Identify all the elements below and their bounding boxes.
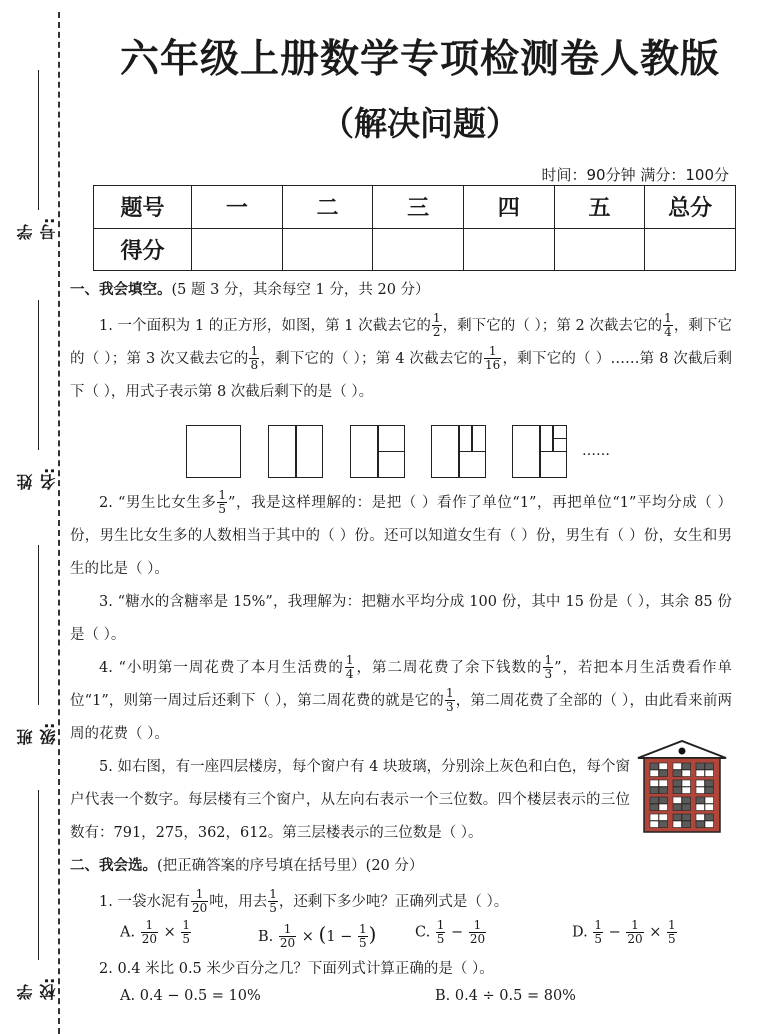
window-pane: [659, 804, 668, 811]
choice-label: A.: [120, 924, 136, 940]
choice-c[interactable]: [415, 919, 487, 946]
q-text: ，第二周花费了余下钱数的: [355, 659, 543, 676]
window-pane: [659, 763, 668, 770]
q-text: 5. 如右图，有一座四层楼房，每个窗户有 4 块玻璃，分别涂上灰色和白色，每个窗户代表一个数字。每层楼有三个窗户，从左向右表示一个三位数。四个楼层表示的三位数有：791，275，362，612。第三层楼表示的三位数是（ ）。: [70, 758, 630, 841]
score-value-row: [94, 228, 736, 271]
fraction-numerator: 1: [345, 653, 354, 668]
fraction-denominator: 5: [358, 936, 367, 950]
minus-sign: −: [608, 924, 621, 940]
section-1-heading: [70, 280, 732, 302]
fraction: [445, 687, 455, 714]
window-pane: [705, 763, 714, 770]
window-pane: [682, 763, 691, 770]
window-pane: [659, 814, 668, 821]
score-cell[interactable]: [554, 228, 645, 271]
window-pane: [705, 780, 714, 787]
fraction-numerator: 1: [279, 923, 296, 937]
fraction-numerator: 1: [250, 344, 259, 359]
question-1-3: [70, 586, 732, 652]
window-pane: [696, 763, 705, 770]
fraction-numerator: 1: [358, 922, 367, 936]
score-header-cell: 总分: [645, 186, 736, 229]
one: 1: [326, 928, 336, 945]
window-pane: [696, 797, 705, 804]
q-text: ，剩下它的（ ）；第 2 次截去它的: [442, 317, 663, 334]
score-header-cell: 四: [463, 186, 554, 229]
window-pane: [650, 804, 659, 811]
fraction: [543, 654, 553, 681]
question-2-2: [70, 953, 732, 986]
window-pane: [673, 780, 682, 787]
window-pane: [673, 770, 682, 777]
square-step-0: [186, 425, 241, 478]
fraction-numerator: 1: [484, 345, 501, 359]
fraction-denominator: 5: [182, 931, 190, 946]
q-text: ”，我是这样理解的：是把（ ）看作了单位“1”，再把单位“1”平均分成（ ）份，男生比女生多的人数相当于其中的（ ）份。还可以知道女生有（ ）份，男生有（ ）份，女生和男生的比是（ ）。: [70, 494, 733, 577]
square-step-3: [431, 425, 486, 478]
score-cell[interactable]: [282, 228, 373, 271]
window-pane: [682, 804, 691, 811]
name-field: [14, 300, 58, 490]
q-text: ，剩下它的（ ）；第 4 次截去它的: [260, 350, 484, 367]
right-paren: ): [368, 921, 377, 946]
q-text: ，还剩下多少吨？正确列式是（ ）。: [278, 893, 509, 910]
section-2-heading: [70, 856, 732, 878]
square-step-2: [350, 425, 405, 478]
window-pane: [650, 821, 659, 828]
fraction: [191, 888, 208, 915]
q-text: 1. 一袋水泥有: [99, 893, 190, 910]
window-pane: [673, 804, 682, 811]
window-pane: [696, 780, 705, 787]
window-pane: [682, 780, 691, 787]
score-header-cell: 一: [192, 186, 283, 229]
fraction-denominator: 5: [594, 931, 602, 946]
fraction-numerator: 1: [141, 919, 158, 933]
question-1-5: [70, 751, 630, 850]
fraction-denominator: 5: [269, 901, 277, 915]
window-pane: [705, 787, 714, 794]
fraction: [484, 345, 501, 372]
fraction: [667, 919, 677, 946]
times-sign: ×: [649, 924, 662, 940]
student-id-field: [14, 70, 58, 240]
fraction-denominator: 5: [218, 502, 227, 517]
q-text: 1. 一个面积为 1 的正方形，如图，第 1 次截去它的: [99, 317, 431, 334]
class-field: [14, 545, 58, 745]
roof-dot: [679, 748, 686, 755]
window-pane: [682, 814, 691, 821]
section-1-title: 一、我会填空。: [70, 282, 172, 298]
fraction-denominator: 3: [445, 700, 454, 715]
window-pane: [696, 804, 705, 811]
student-id-blank[interactable]: [38, 70, 39, 210]
section-2-title: 二、我会选。: [70, 857, 157, 874]
fraction-numerator: 1: [432, 311, 441, 326]
fraction-denominator: 5: [668, 931, 676, 946]
section-2-note: (把正确答案的序号填在括号里）(20 分）: [157, 857, 424, 874]
choice-b[interactable]: [258, 919, 376, 951]
window-pane: [650, 797, 659, 804]
school-label: 学校:: [16, 977, 58, 1000]
minus-sign: −: [340, 928, 353, 945]
window-pane: [696, 814, 705, 821]
fraction-numerator: 1: [544, 653, 553, 668]
fraction-denominator: 4: [345, 667, 354, 682]
window-pane: [705, 821, 714, 828]
fraction-numerator: 1: [182, 917, 190, 932]
score-cell[interactable]: [645, 228, 736, 271]
page-title: 六年级上册数学专项检测卷人教版: [119, 37, 720, 82]
window-pane: [659, 821, 668, 828]
score-cell[interactable]: [192, 228, 283, 271]
q-text: 3. “糖水的含糖率是 15%”，我理解为：把糖水平均分成 100 份，其中 15 份是（ ），其余 85 份是（ ）。: [70, 593, 732, 643]
fraction-numerator: 1: [269, 887, 277, 901]
fraction-denominator: 5: [436, 931, 445, 946]
window-pane: [705, 770, 714, 777]
times-sign: ×: [301, 928, 314, 945]
window-pane: [673, 787, 682, 794]
window-pane: [659, 797, 668, 804]
window-pane: [650, 787, 659, 794]
page-subtitle: （解决问题）: [321, 104, 519, 143]
score-cell[interactable]: [463, 228, 554, 271]
fraction: [217, 489, 227, 516]
name-label: 姓名:: [16, 467, 58, 490]
fraction: [626, 919, 643, 946]
left-paren: (: [318, 921, 327, 946]
window-pane: [650, 814, 659, 821]
school-field: [14, 790, 58, 1000]
window-pane: [659, 787, 668, 794]
fraction-numerator: 1: [191, 888, 208, 902]
window-pane: [682, 787, 691, 794]
fraction: [432, 312, 442, 339]
square-diagram: [70, 415, 732, 485]
window-pane: [682, 770, 691, 777]
q-text: ，第二周花费了全部的（ ），由此看来前两周的花费（ ）。: [70, 692, 732, 742]
score-header-cell: 三: [373, 186, 464, 229]
fraction-numerator: 1: [469, 919, 486, 933]
fraction: [663, 312, 673, 339]
window-pane: [696, 787, 705, 794]
class-blank[interactable]: [38, 545, 39, 705]
times-sign: ×: [163, 924, 176, 940]
window-pane: [650, 763, 659, 770]
fraction: [141, 919, 158, 946]
fraction-denominator: 8: [250, 358, 259, 373]
square-step-4: [512, 425, 567, 478]
window-pane: [673, 814, 682, 821]
window-pane: [705, 814, 714, 821]
window-pane: [696, 821, 705, 828]
fraction-denominator: 16: [485, 358, 501, 373]
choice-row-2-1: [70, 919, 732, 953]
binding-dashed-line: [58, 12, 60, 1034]
question-content: [70, 280, 732, 1014]
window-pane: [650, 770, 659, 777]
score-header-cell: 二: [282, 186, 373, 229]
time-info: 时间：90分钟 满分：100分: [541, 166, 729, 184]
score-row-label: 得分: [94, 228, 192, 271]
window-pane: [682, 821, 691, 828]
window-pane: [682, 797, 691, 804]
fraction-numerator: 1: [218, 488, 227, 503]
fraction: [436, 919, 446, 946]
fraction-denominator: 2: [432, 325, 441, 340]
fraction-denominator: 20: [627, 931, 643, 946]
window-pane: [659, 770, 668, 777]
choice-row-2-2: [70, 986, 732, 1014]
class-label: 班级:: [16, 722, 58, 745]
fraction: [593, 919, 603, 946]
fraction: [249, 345, 259, 372]
fraction: [469, 919, 486, 946]
fraction-denominator: 20: [141, 931, 157, 946]
q-text: 2. “男生比女生多: [99, 494, 217, 511]
fraction-numerator: 1: [436, 917, 445, 932]
window-pane: [673, 821, 682, 828]
fraction-denominator: 4: [664, 325, 672, 340]
window-pane: [673, 797, 682, 804]
building-illustration: [636, 740, 728, 834]
question-1-4: [70, 652, 732, 751]
window-pane: [705, 804, 714, 811]
choice-label: B.: [258, 928, 274, 945]
fraction-numerator: 1: [594, 917, 602, 932]
fraction-numerator: 1: [445, 686, 454, 701]
fraction-numerator: 1: [664, 311, 672, 326]
minus-sign: −: [451, 924, 464, 940]
question-2-1: [70, 886, 732, 919]
school-blank[interactable]: [38, 790, 39, 960]
question-1-1: [70, 310, 732, 409]
fraction: [358, 923, 368, 950]
score-table: [93, 185, 736, 271]
choice-b[interactable]: B. 0.4 ÷ 0.5 = 80%: [435, 987, 576, 1004]
fraction-numerator: 1: [668, 917, 676, 932]
score-header-row: [94, 186, 736, 229]
score-header-cell: 题号: [94, 186, 192, 229]
window-pane: [705, 797, 714, 804]
fraction-denominator: 3: [544, 667, 553, 682]
choice-a[interactable]: A. 0.4 − 0.5 = 10%: [120, 987, 261, 1004]
score-cell[interactable]: [373, 228, 464, 271]
fraction: [181, 919, 191, 946]
fraction: [268, 888, 278, 915]
window-pane: [673, 763, 682, 770]
window-pane: [659, 780, 668, 787]
fraction-denominator: 20: [191, 901, 208, 915]
choice-label: D.: [572, 924, 588, 940]
q-text: 吨，用去: [209, 893, 268, 910]
score-header-cell: 五: [554, 186, 645, 229]
ellipsis: ……: [582, 442, 610, 459]
name-blank[interactable]: [38, 300, 39, 450]
square-step-1: [268, 425, 323, 478]
choice-a[interactable]: [120, 919, 192, 946]
question-1-2: [70, 487, 732, 586]
choice-d[interactable]: [572, 919, 678, 946]
fraction-denominator: 20: [279, 936, 296, 950]
fraction: [345, 654, 355, 681]
choice-label: C.: [415, 924, 431, 940]
window-pane: [696, 770, 705, 777]
window-pane: [650, 780, 659, 787]
q-text: ”，若把本月生活费看作单位“1”，则第一周过后还剩下（ ），第二周花费的就是它的: [70, 659, 733, 709]
q-text: 4. “小明第一周花费了本月生活费的: [99, 659, 344, 676]
q-text: ，剩下它的（ ）……第 8 次截后剩下（ ），用式子表示第 8 次截后剩下的是（ ）。: [70, 350, 732, 400]
fraction: [279, 923, 296, 950]
fraction-numerator: 1: [626, 919, 643, 933]
section-1-note: (5 题 3 分，其余每空 1 分，共 20 分）: [171, 282, 430, 298]
student-id-label: 学号:: [16, 217, 58, 240]
fraction-denominator: 20: [469, 931, 486, 946]
q-text: 2. 0.4 米比 0.5 米少百分之几？下面列式计算正确的是（ ）。: [99, 960, 494, 977]
q-text: ，剩下它的（ ）；第 3 次又截去它的: [70, 317, 732, 367]
